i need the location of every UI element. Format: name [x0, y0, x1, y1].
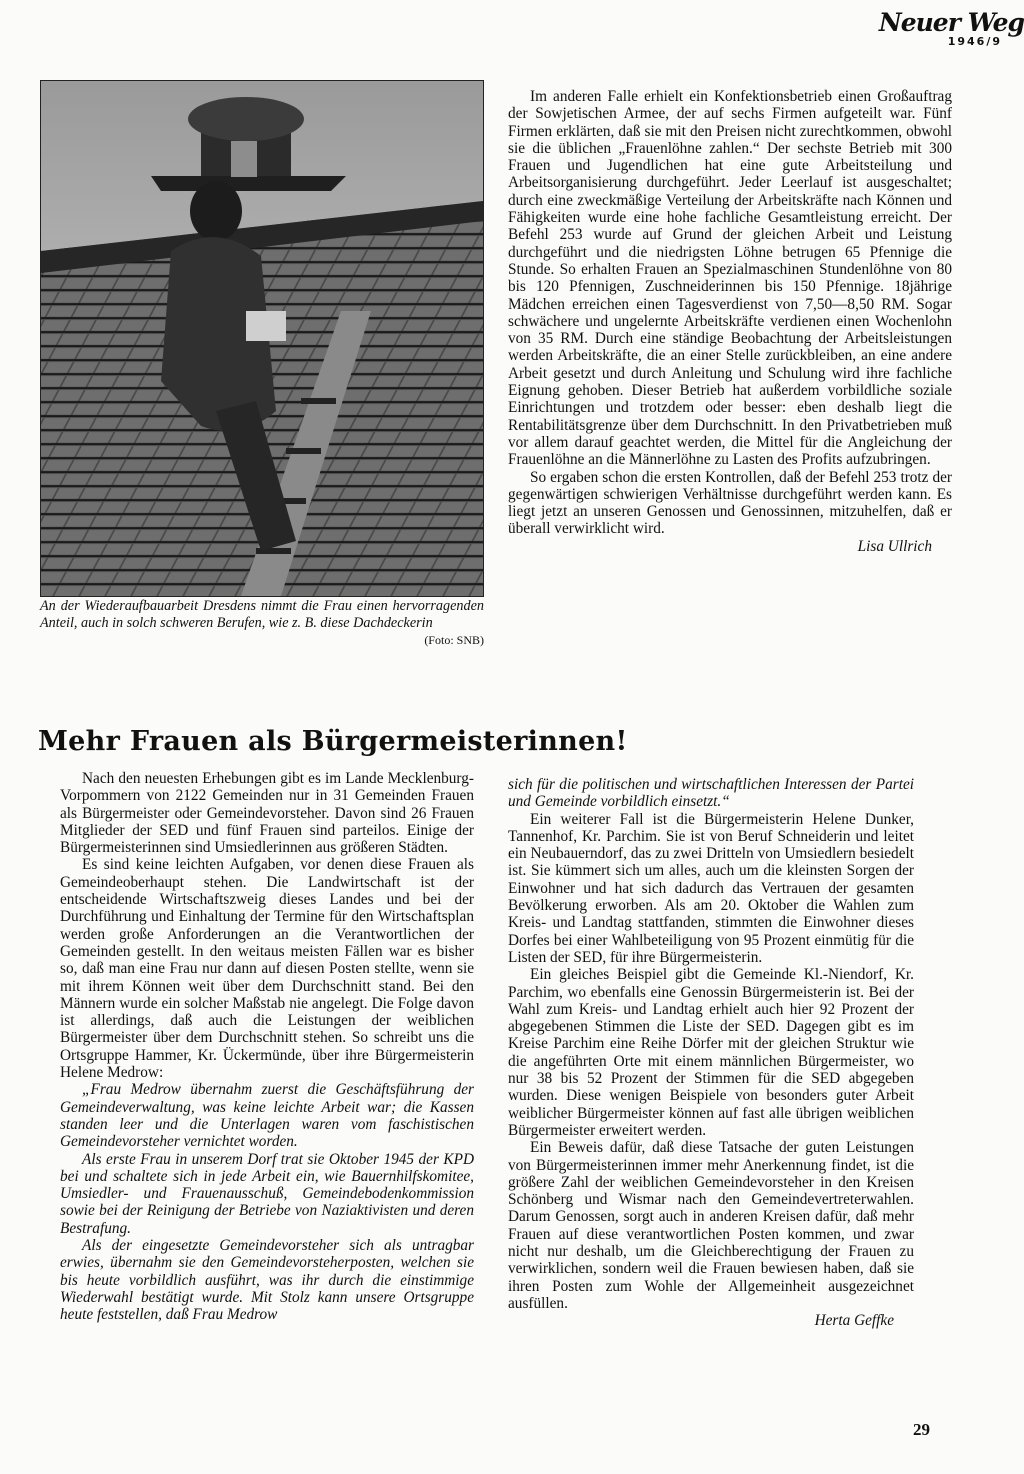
author-signature: Lisa Ullrich: [857, 537, 932, 555]
main-article-right-column: [508, 776, 914, 1330]
article-paragraph: Es sind keine leichten Aufgaben, vor denen diese Frauen als Gemeindeoberhaupt stehen. Die Landwirtschaft ist der entscheidende Wirtschaftszweig dieses Landes und bei der Durchführung und Einhaltung der Termine für den Wirtschaftsplan werden große Anforderungen an die Verantwortlichen der Gemeinden gestellt. In den weitaus meisten Fällen war es bisher so, daß man eine Frau nur dann auf diesen Posten stellte, wenn sie mit ihrem Können weit über dem Durchschnitt stand. Bei den Männern wurde ein solcher Maßstab nie angelegt. Die Folge davon ist allerdings, daß auch die Leistungen der weiblichen Bürgermeister über dem Durchschnitt stehen. So schreibt uns die Ortsgruppe Hammer, Kr. Ückermünde, über ihre Bürgermeisterin Helene Medrow:: [60, 856, 474, 1082]
article-paragraph: Ein weiterer Fall ist die Bürgermeisterin Helene Dunker, Tannenhof, Kr. Parchim. Sie ist von Beruf Schneiderin und leitet ein Neubauerndorf, das zu zwei Dritteln von Umsiedlern besiedelt ist. Sie kümmert sich um alles, auch um die kleinsten Sorgen der Einwohner und hat sich dadurch das Vertrauen der gesamten Bevölkerung erworben. Als am 20. Oktober die Wahlen zum Kreis- und Landtag stattfanden, stimmten die Einwohner dieses Dorfes bei einer Wahlbeteiligung von 95 Prozent einmütig für die Listen der SED, für ihre Bürgermeisterin.: [508, 810, 914, 966]
caption-text: An der Wiederaufbauarbeit Dresdens nimmt die Frau einen hervorragenden Anteil, auch in solch schweren Berufen, wie z. B. diese Dachdeckerin: [40, 598, 484, 631]
article-headline: Mehr Frauen als Bürgermeisterinnen!: [38, 726, 628, 757]
photo-illustration: [41, 81, 483, 596]
quote-paragraph: Als der eingesetzte Gemeindevorsteher sich als untragbar erwies, übernahm sie den Gemeindevorsteherposten, welchen sie bis heute vorbildlich ausführt, was ihr durch die einstimmige Wiederwahl bestätigt wurde. Mit Stolz kann unsere Ortsgruppe heute feststellen, daß Frau Medrow: [60, 1237, 474, 1324]
masthead: [879, 10, 1024, 48]
photo-caption: [40, 598, 484, 649]
article-paragraph: Ein Beweis dafür, daß diese Tatsache der guten Leistungen von Bürgermeisterinnen immer mehr Anerkennung findet, ist die größere Zahl der weiblichen Gemeindevorsteher in den Kreisen Schönberg und Wismar nach den Gemeindevertreterwahlen. Darum Genossen, sorgt auch in anderen Kreisen dafür, daß mehr Frauen auf diese verantwortlichen Posten kommen, und zwar nicht nur deshalb, um die Gleichberechtigung der Frauen zu verwirklichen, sondern weil die Frauen bewiesen haben, daß sie ihren Posten zum Wohle der Allgemeinheit ausgezeichnet ausfüllen.: [508, 1139, 914, 1312]
main-article-left-column: [60, 770, 474, 1324]
article-paragraph: Ein gleiches Beispiel gibt die Gemeinde Kl.-Niendorf, Kr. Parchim, wo ebenfalls eine Genossin Bürgermeisterin ist. Bei der Wahl zum Kreis- und Landtag erhielt auch hier 92 Prozent der abgegebenen Stimmen die Liste der SED. Dagegen gibt es im Kreise Parchim eine Reihe Dörfer mit der gleichen Struktur wie die angeführten Orte mit einem männlichen Bürgermeister, wo nur 38 bis 52 Prozent der Stimmen für die SED abgegeben wurden. Diese wenigen Beispiele von besonders guter Arbeit weiblicher Bürgermeister können auf fast alle übrigen weiblichen Bürgermeister erweitert werden.: [508, 966, 914, 1139]
top-article-column: [508, 88, 952, 555]
photo-credit: (Foto: SNB): [424, 633, 484, 647]
article-paragraph: Nach den neuesten Erhebungen gibt es im Lande Mecklenburg-Vorpommern von 2122 Gemeinden nur in 31 Gemeinden Frauen als Bürgermeister oder Gemeindevorsteher. Davon sind 26 Frauen Mitglieder der SED und fünf Frauen sind parteilos. Einige der Bürgermeisterinnen sind Umsiedlerinnen aus größeren Städten.: [60, 770, 474, 857]
article-paragraph: Im anderen Falle erhielt ein Konfektionsbetrieb einen Großauftrag der Sowjetischen Armee, der auf sechs Firmen aufgeteilt war. Fünf Firmen erklärten, daß sie mit den Preisen nicht zurechtkommen, obwohl sie die üblichen „Frauenlöhne zahlen.“ Der sechste Betrieb mit 300 Frauen und Jugendlichen hat eine gute Arbeitsteilung und Arbeitsorganisierung durchgeführt. Jeder Leerlauf ist ausgeschaltet; durch eine zweckmäßige Verteilung der Arbeitskräfte nach Können und Fähigkeiten wurde eine hohe fachliche Gesamtleistung erreicht. Der Befehl 253 wurde auf Grund der gleichen Arbeit und Leistung durchgeführt und die niedrigsten Löhne betrugen 65 Pfennige die Stunde. So erhalten Frauen an Spezialmaschinen Stundenlöhne von 80 bis 120 Pfennigen, Zuschneiderinnen bis 150 Pfennige. 18jährige Mädchen erreichen einen Tagesverdienst von 7,50—8,50 RM. Sogar schwächere und ungelernte Arbeitskräfte verdienen einen Wochenlohn von 35 RM. Durch eine ständige Beobachtung der Arbeitsleistungen werden Arbeitskräfte, die an einer Stelle zurückbleiben, an eine andere Arbeit gesetzt und durch Anleitung und Schulung wird ihre fachliche Eignung gehoben. Dieser Betrieb hat außerdem vorbildliche soziale Einrichtungen und trotzdem oder besser: eben deshalb liegt die Rentabilitätsgrenze über dem Durchschnitt. In den Privatbetrieben muß vor allem darauf geachtet werden, die Mittel für die Angleichung der Frauenlöhne an die Männerlöhne zu Lasten des Profits aufzubringen.: [508, 88, 952, 469]
quote-continuation: sich für die politischen und wirtschaftlichen Interessen der Partei und Gemeinde vorbildlich einsetzt.“: [508, 776, 914, 811]
roofer-photo: [40, 80, 484, 597]
issue-number: 1946/9: [947, 35, 1002, 48]
quote-paragraph: Als erste Frau in unserem Dorf trat sie Oktober 1945 der KPD bei und schaltete sich in jede Arbeit ein, wie Bauernhilfskomitee, Umsiedler- und Frauenausschuß, Gemeindebodenkommission sowie bei der Reinigung der Betriebe von Naziaktivisten und deren Bestrafung.: [60, 1150, 474, 1237]
article-paragraph: So ergaben schon die ersten Kontrollen, daß der Befehl 253 trotz der gegenwärtigen schwierigen Verhältnisse durchgeführt werden kann. Es liegt jetzt an unseren Genossen und Genossinnen, mitzuhelfen, daß er überall verwirklicht wird.: [508, 468, 952, 538]
magazine-title: Neuer Weg: [878, 8, 1024, 37]
quote-paragraph: „Frau Medrow übernahm zuerst die Geschäftsführung der Gemeindeverwaltung, was keine leichte Arbeit war; die Kassen standen leer und die Unterlagen waren vom faschistischen Gemeindevorsteher vernichtet worden.: [60, 1081, 474, 1151]
author-signature: Herta Geffke: [814, 1312, 894, 1330]
page-number: 29: [913, 1420, 930, 1439]
